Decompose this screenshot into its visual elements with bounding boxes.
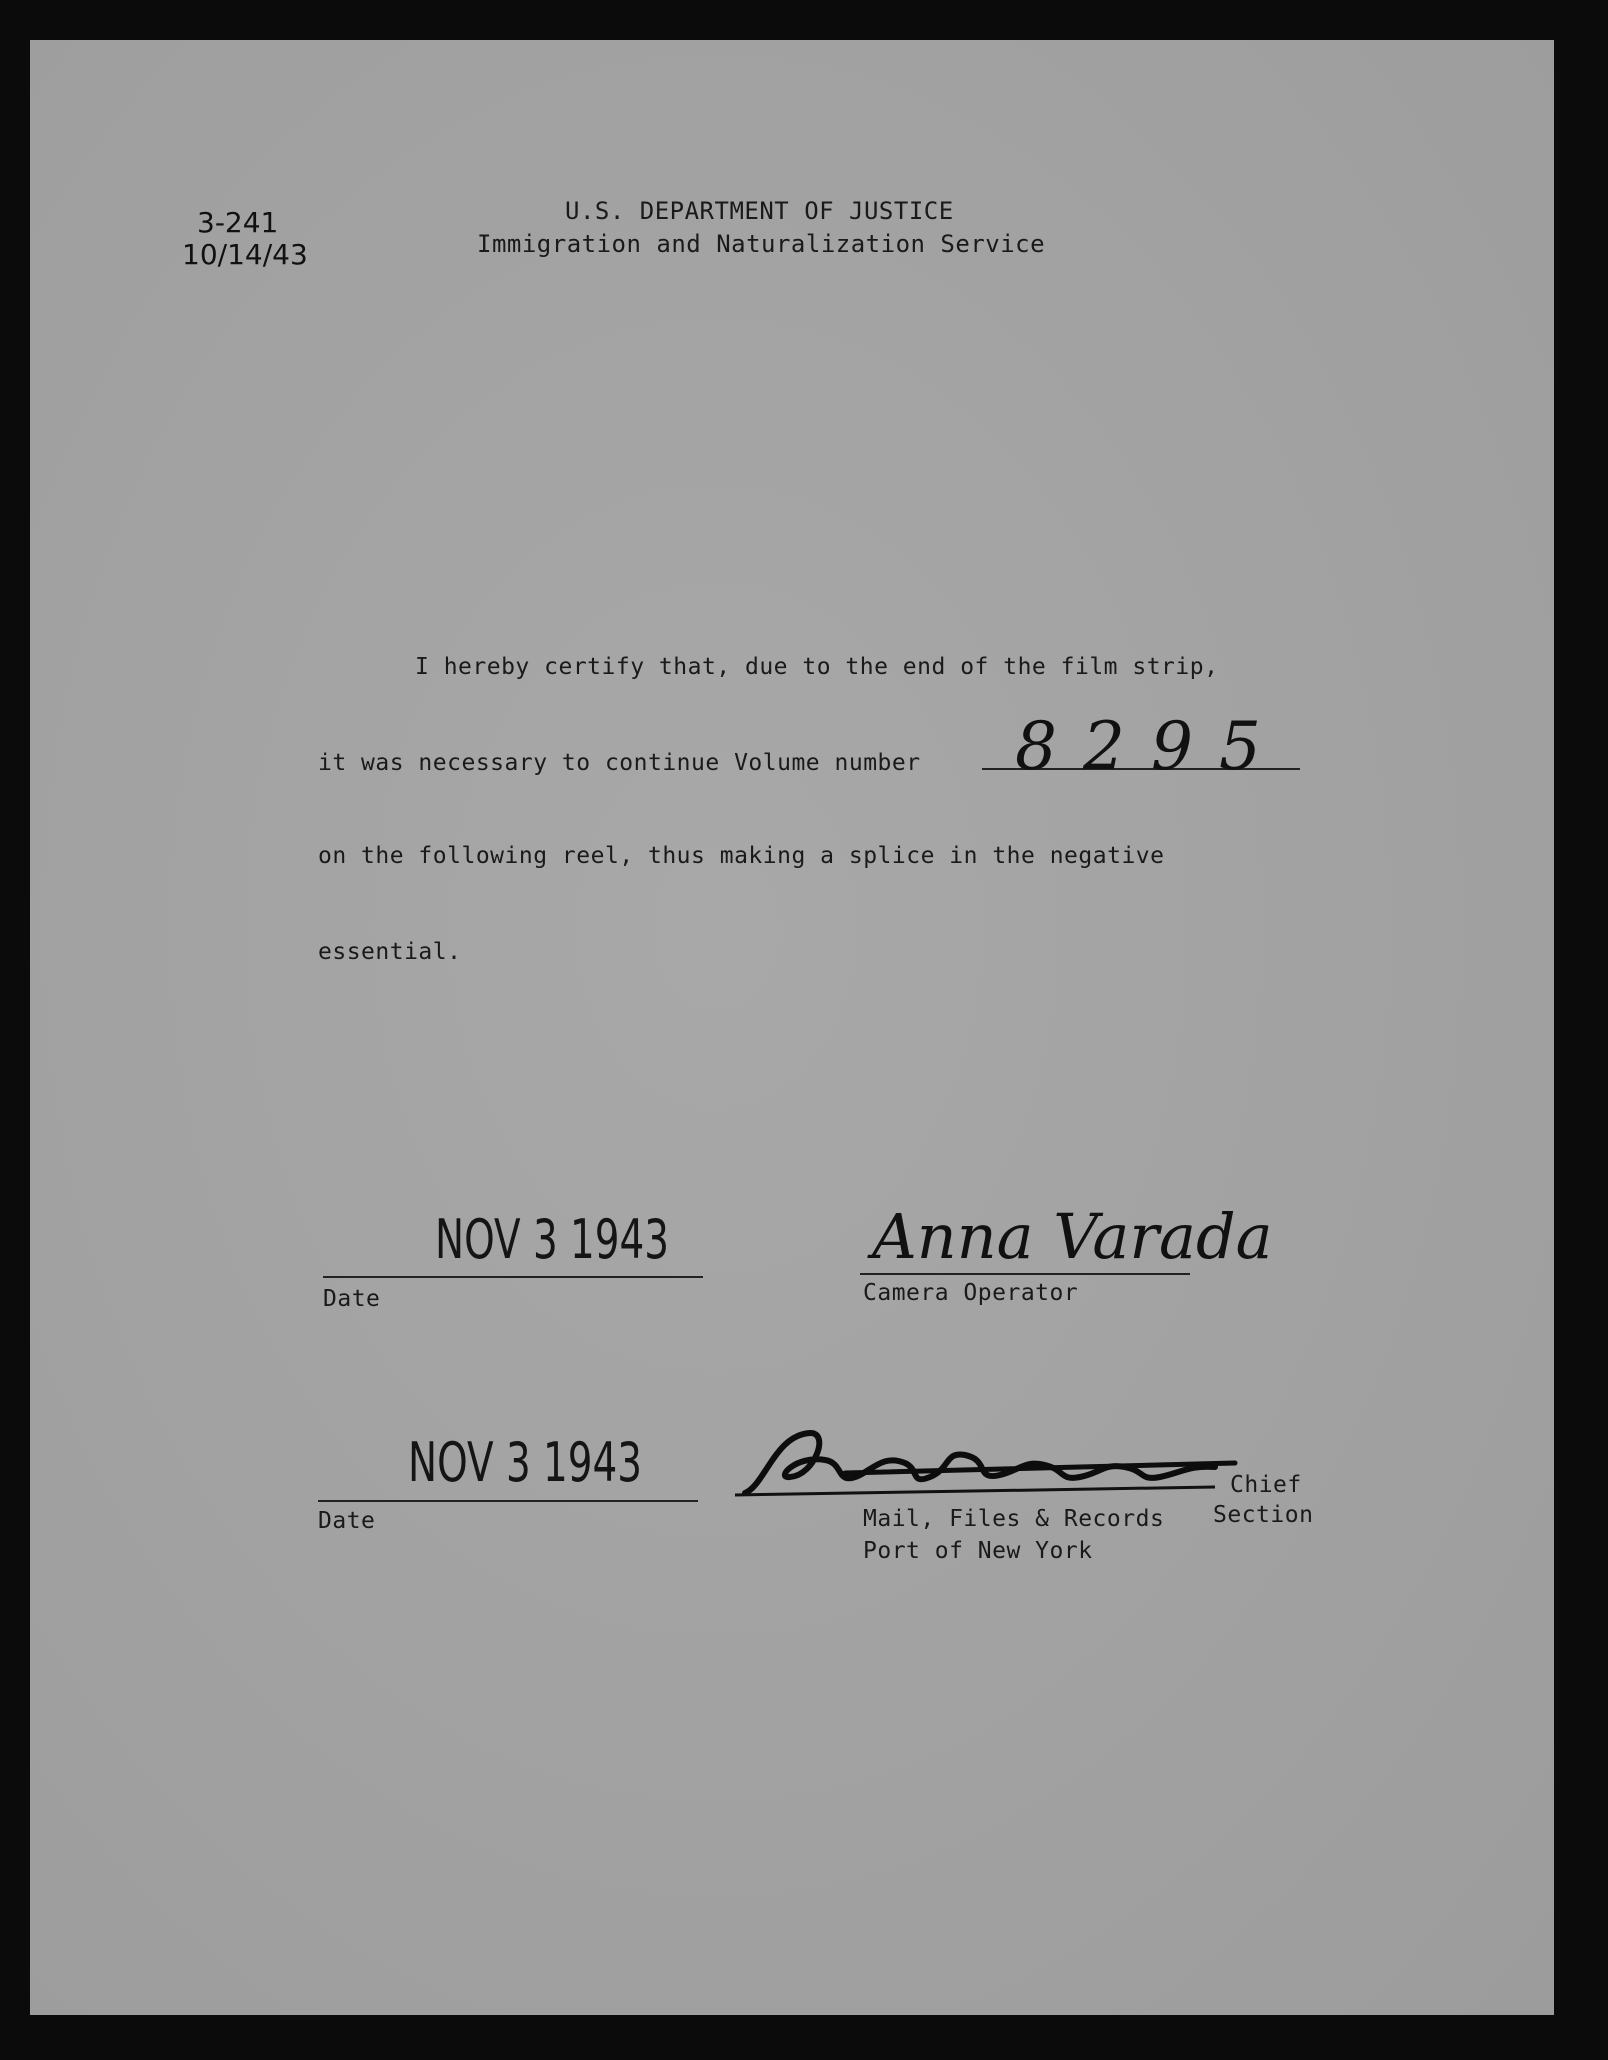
document-sheet (30, 40, 1554, 2015)
chief-date-line (318, 1500, 698, 1502)
operator-date-line (323, 1276, 703, 1278)
certificate-line-2: it was necessary to continue Volume number (318, 750, 921, 776)
chief-location: Port of New York (863, 1538, 1093, 1564)
department-heading: U.S. DEPARTMENT OF JUSTICE (565, 197, 954, 225)
operator-signature: Anna Varada (872, 1200, 1273, 1273)
chief-section: Section (1213, 1502, 1314, 1528)
chief-date-label: Date (318, 1508, 376, 1534)
operator-date-label: Date (323, 1286, 381, 1312)
certificate-line-3: on the following reel, thus making a splice in the negative (318, 843, 1165, 869)
form-date: 10/14/43 (182, 238, 308, 271)
service-heading: Immigration and Naturalization Service (477, 230, 1046, 258)
camera-operator-label: Camera Operator (863, 1280, 1079, 1306)
certificate-line-4: essential. (318, 939, 462, 965)
operator-date-stamp: NOV 3 1943 (435, 1208, 670, 1271)
form-number: 3-241 (197, 206, 279, 239)
volume-number-value: 8295 (1015, 708, 1287, 785)
certificate-line-1: I hereby certify that, due to the end of the film strip, (415, 654, 1219, 680)
chief-title: Chief (1230, 1472, 1302, 1498)
operator-signature-line (860, 1273, 1190, 1275)
chief-section-prefix: Mail, Files & Records (863, 1506, 1165, 1532)
chief-date-stamp: NOV 3 1943 (408, 1431, 643, 1494)
chief-signature-mark (735, 1415, 1255, 1505)
